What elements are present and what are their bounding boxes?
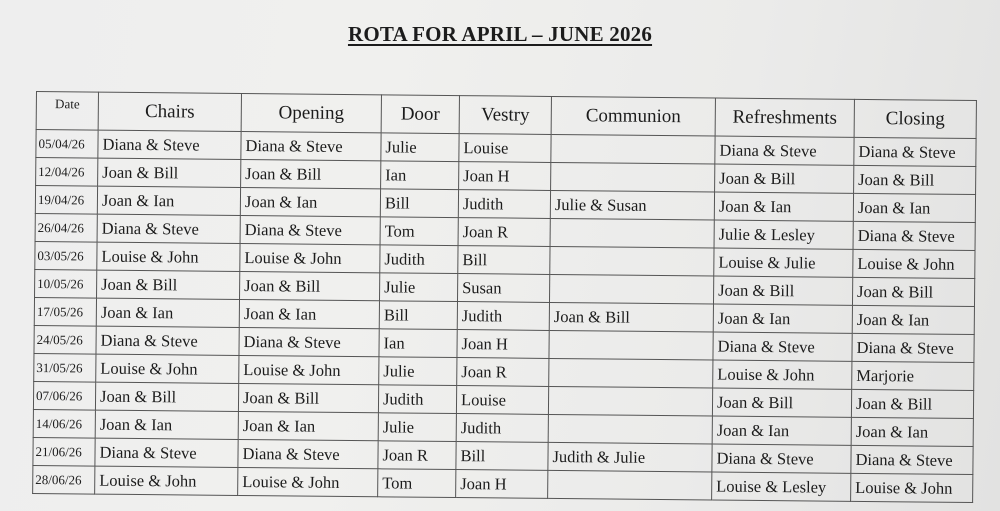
cell-date: 07/06/26: [33, 381, 95, 410]
cell-vestry: Louise: [459, 134, 551, 163]
cell-refreshments: Joan & Ian: [714, 192, 853, 221]
header-communion: Communion: [551, 96, 715, 136]
cell-vestry: Bill: [456, 442, 548, 471]
header-date: Date: [36, 92, 98, 131]
cell-closing: Marjorie: [852, 361, 974, 390]
cell-refreshments: Diana & Steve: [713, 332, 852, 361]
cell-date: 19/04/26: [35, 186, 97, 215]
cell-closing: Joan & Ian: [853, 193, 975, 222]
cell-communion: [548, 386, 712, 416]
cell-date: 17/05/26: [34, 297, 96, 326]
cell-refreshments: Louise & John: [713, 360, 852, 389]
cell-chairs: Joan & Bill: [98, 158, 241, 187]
cell-refreshments: Joan & Ian: [713, 304, 852, 333]
cell-opening: Diana & Steve: [238, 439, 378, 468]
cell-door: Julie: [378, 413, 456, 442]
cell-chairs: Joan & Bill: [95, 382, 238, 411]
cell-communion: [551, 134, 715, 164]
cell-opening: Louise & John: [240, 243, 380, 272]
cell-vestry: Bill: [458, 246, 550, 275]
cell-vestry: Joan R: [458, 218, 550, 247]
cell-communion: [549, 330, 713, 360]
cell-date: 03/05/26: [35, 241, 97, 270]
cell-chairs: Joan & Ian: [97, 186, 240, 215]
rota-body: [33, 130, 976, 503]
cell-chairs: Joan & Ian: [95, 410, 238, 439]
cell-date: 28/06/26: [33, 465, 95, 494]
cell-communion: [551, 162, 715, 192]
cell-communion: [549, 274, 713, 304]
cell-door: Judith: [380, 245, 458, 274]
cell-door: Ian: [379, 329, 457, 358]
cell-opening: Joan & Ian: [238, 411, 378, 440]
cell-closing: Diana & Steve: [852, 333, 974, 362]
cell-refreshments: Louise & Julie: [714, 248, 853, 277]
cell-date: 26/04/26: [35, 213, 97, 242]
cell-date: 31/05/26: [34, 353, 96, 382]
cell-door: Julie: [381, 133, 459, 162]
cell-communion: [550, 218, 714, 248]
cell-opening: Joan & Bill: [241, 159, 381, 188]
cell-vestry: Joan H: [457, 330, 549, 359]
cell-communion: [548, 470, 712, 500]
cell-date: 24/05/26: [34, 325, 96, 354]
cell-refreshments: Joan & Ian: [712, 416, 851, 445]
cell-vestry: Susan: [457, 274, 549, 303]
cell-refreshments: Diana & Steve: [715, 136, 854, 165]
cell-opening: Joan & Ian: [239, 299, 379, 328]
cell-opening: Louise & John: [239, 355, 379, 384]
header-refreshments: Refreshments: [715, 98, 854, 137]
header-opening: Opening: [241, 93, 381, 132]
header-vestry: Vestry: [459, 96, 551, 135]
cell-communion: Judith & Julie: [548, 442, 712, 472]
cell-door: Tom: [378, 469, 456, 498]
cell-opening: Louise & John: [238, 467, 378, 496]
cell-closing: Diana & Steve: [853, 221, 975, 250]
cell-vestry: Judith: [458, 190, 550, 219]
rota-title: [0, 22, 1000, 47]
cell-communion: Julie & Susan: [550, 190, 714, 220]
cell-door: Bill: [379, 301, 457, 330]
cell-vestry: Judith: [457, 302, 549, 331]
cell-date: 21/06/26: [33, 437, 95, 466]
cell-opening: Diana & Steve: [241, 131, 381, 160]
cell-closing: Joan & Ian: [851, 417, 973, 446]
rota-title-text: ROTA FOR APRIL – JUNE 2026: [347, 22, 653, 46]
cell-closing: Diana & Steve: [851, 445, 973, 474]
cell-chairs: Joan & Bill: [97, 270, 240, 299]
cell-date: 12/04/26: [36, 158, 98, 187]
cell-vestry: Judith: [456, 414, 548, 443]
cell-chairs: Diana & Steve: [97, 214, 240, 243]
cell-closing: Joan & Bill: [851, 389, 973, 418]
cell-date: 05/04/26: [36, 130, 98, 159]
cell-door: Bill: [380, 189, 458, 218]
header-chairs: Chairs: [98, 92, 241, 131]
cell-opening: Joan & Bill: [240, 271, 380, 300]
cell-door: Judith: [378, 385, 456, 414]
header-closing: Closing: [854, 99, 976, 138]
cell-closing: Diana & Steve: [854, 137, 976, 166]
cell-communion: [549, 358, 713, 388]
cell-chairs: Louise & John: [97, 242, 240, 271]
cell-opening: Diana & Steve: [240, 215, 380, 244]
cell-vestry: Louise: [456, 386, 548, 415]
cell-closing: Louise & John: [853, 249, 975, 278]
cell-closing: Joan & Bill: [854, 165, 976, 194]
cell-date: 14/06/26: [33, 409, 95, 438]
rota-sheet: [32, 91, 976, 503]
cell-date: 10/05/26: [35, 269, 97, 298]
cell-door: Joan R: [378, 441, 456, 470]
cell-closing: Louise & John: [851, 473, 973, 502]
cell-door: Tom: [380, 217, 458, 246]
cell-vestry: Joan H: [456, 470, 548, 499]
cell-chairs: Diana & Steve: [98, 130, 241, 159]
cell-refreshments: Julie & Lesley: [714, 220, 853, 249]
cell-opening: Joan & Bill: [238, 383, 378, 412]
cell-door: Ian: [381, 161, 459, 190]
cell-closing: Joan & Bill: [852, 277, 974, 306]
cell-door: Julie: [380, 273, 458, 302]
cell-chairs: Joan & Ian: [96, 298, 239, 327]
cell-vestry: Joan H: [459, 162, 551, 191]
cell-door: Julie: [379, 357, 457, 386]
cell-vestry: Joan R: [457, 358, 549, 387]
cell-communion: [550, 246, 714, 276]
cell-refreshments: Diana & Steve: [712, 444, 851, 473]
header-door: Door: [381, 95, 459, 134]
cell-chairs: Louise & John: [95, 466, 238, 495]
cell-chairs: Diana & Steve: [95, 438, 238, 467]
cell-refreshments: Joan & Bill: [715, 164, 854, 193]
cell-refreshments: Joan & Bill: [713, 276, 852, 305]
cell-refreshments: Joan & Bill: [712, 388, 851, 417]
cell-chairs: Diana & Steve: [96, 326, 239, 355]
cell-communion: Joan & Bill: [549, 302, 713, 332]
cell-opening: Joan & Ian: [240, 187, 380, 216]
cell-opening: Diana & Steve: [239, 327, 379, 356]
cell-refreshments: Louise & Lesley: [712, 472, 851, 501]
cell-communion: [548, 414, 712, 444]
rota-table: [32, 91, 977, 503]
cell-closing: Joan & Ian: [852, 305, 974, 334]
cell-chairs: Louise & John: [96, 354, 239, 383]
